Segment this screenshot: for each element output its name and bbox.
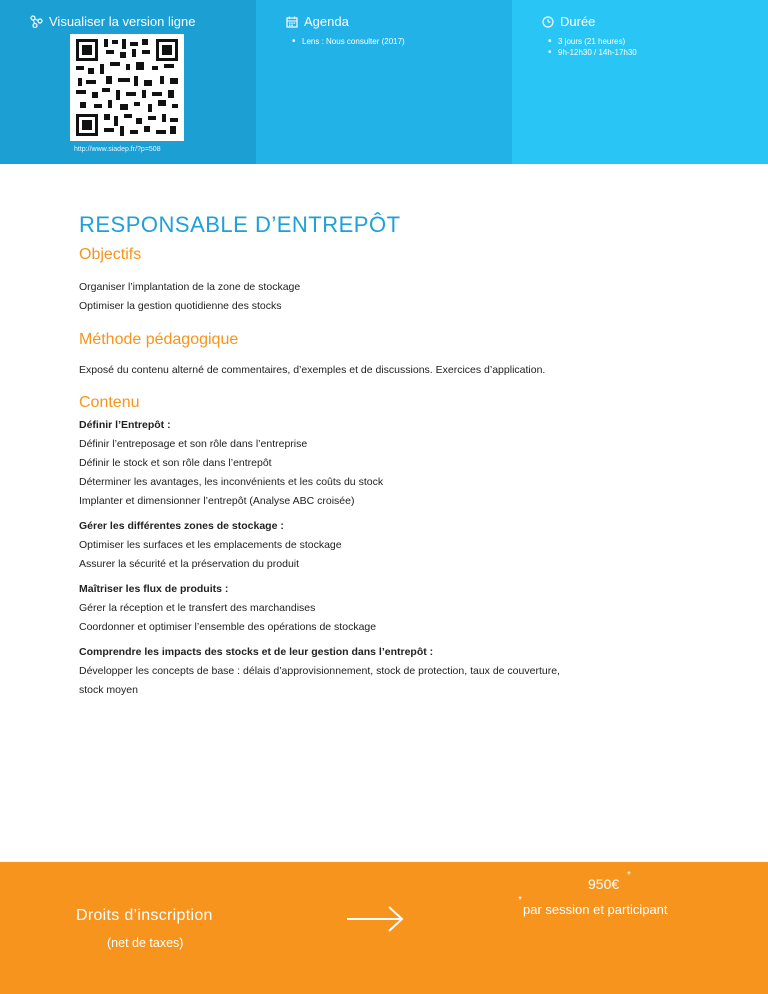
flowchart-icon	[30, 15, 43, 28]
price-per-label: par session et participant	[523, 902, 668, 917]
price-value: 950€	[588, 876, 620, 892]
main-content	[79, 212, 719, 700]
objectif-item: Organiser l’implantation de la zone de stockage	[79, 281, 301, 293]
contenu-section	[79, 643, 719, 700]
pricing-footer	[0, 862, 768, 994]
contenu-item: Implanter et dimensionner l’entrepôt (Analyse ABC croisée)	[79, 495, 355, 507]
contenu-item: stock moyen	[79, 684, 138, 696]
online-version-label: Visualiser la version ligne	[49, 14, 196, 29]
calendar-icon	[286, 16, 298, 28]
agenda-list	[292, 37, 405, 48]
online-version-heading[interactable]	[30, 14, 195, 29]
contenu-section-title: Définir l’Entrepôt :	[79, 419, 171, 431]
duree-label: Durée	[560, 14, 596, 29]
contenu-section	[79, 517, 719, 574]
online-url-link[interactable]: http://www.siadep.fr/?p=508	[74, 146, 161, 153]
page-title: RESPONSABLE D’ENTREPÔT	[79, 212, 401, 237]
contenu-section-title: Gérer les différentes zones de stockage :	[79, 520, 284, 532]
contenu-section-title: Maîtriser les flux de produits :	[79, 583, 229, 595]
contenu-item: Développer les concepts de base : délais d’approvisionnement, stock de protection, taux de couverture,	[79, 665, 560, 677]
objectifs-heading: Objectifs	[79, 246, 142, 263]
duree-item: • 3 jours (21 heures)	[548, 37, 637, 46]
contenu-section-title: Comprendre les impacts des stocks et de leur gestion dans l’entrepôt :	[79, 646, 434, 658]
agenda-item: • Lens : Nous consulter (2017)	[292, 37, 405, 46]
price-asterisk: *	[627, 870, 631, 881]
registration-sublabel: (net de taxes)	[107, 936, 184, 950]
duree-panel	[512, 0, 768, 164]
arrow-right-icon	[345, 904, 405, 939]
registration-label: Droits d’inscription	[76, 907, 213, 924]
qr-code[interactable]	[70, 34, 184, 141]
agenda-label: Agenda	[304, 14, 349, 29]
online-version-panel	[0, 0, 256, 164]
contenu-item: Optimiser les surfaces et les emplacements de stockage	[79, 539, 342, 551]
contenu-item: Déterminer les avantages, les inconvénients et les coûts du stock	[79, 476, 384, 488]
contenu-item: Gérer la réception et le transfert des marchandises	[79, 602, 316, 614]
clock-icon	[542, 16, 554, 28]
contenu-item: Coordonner et optimiser l’ensemble des opérations de stockage	[79, 621, 377, 633]
duree-heading	[542, 14, 595, 29]
agenda-panel	[256, 0, 512, 164]
agenda-heading	[286, 14, 349, 29]
contenu-section	[79, 416, 719, 511]
header-band	[0, 0, 768, 164]
per-asterisk: *	[518, 895, 522, 906]
contenu-item: Définir l’entreposage et son rôle dans l’entreprise	[79, 438, 308, 450]
contenu-item: Définir le stock et son rôle dans l’entrepôt	[79, 457, 272, 469]
duree-list	[548, 37, 637, 59]
contenu-heading: Contenu	[79, 394, 140, 411]
duree-item: • 9h-12h30 / 14h-17h30	[548, 48, 637, 57]
methode-text: Exposé du contenu alterné de commentaires, d’exemples et de discussions. Exercices d’application.	[79, 364, 546, 376]
methode-heading: Méthode pédagogique	[79, 331, 239, 348]
contenu-item: Assurer la sécurité et la préservation du produit	[79, 558, 300, 570]
contenu-section	[79, 580, 719, 637]
objectif-item: Optimiser la gestion quotidienne des stocks	[79, 300, 282, 312]
